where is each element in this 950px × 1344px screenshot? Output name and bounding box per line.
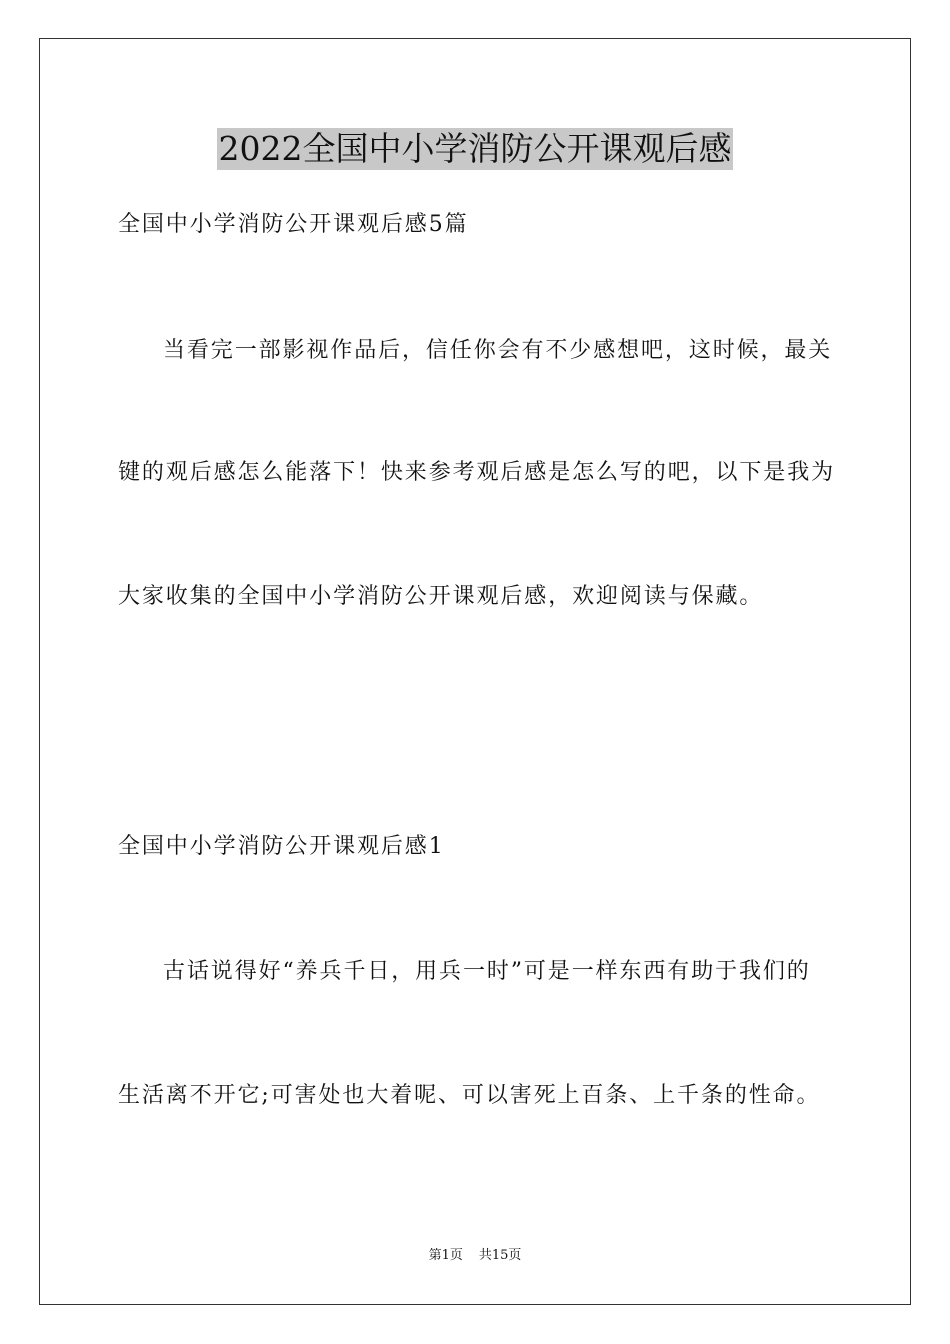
section-line-2: 生活离不开它;可害处也大着呢、可以害死上百条、上千条的性命。 [118, 1083, 821, 1108]
page-number-total: 共15页 [478, 1248, 522, 1263]
section-heading: 全国中小学消防公开课观后感1 [118, 834, 445, 859]
page-footer [0, 1247, 950, 1265]
document-subtitle: 全国中小学消防公开课观后感5篇 [118, 212, 469, 237]
title-container [0, 128, 950, 170]
section-line-1: 古话说得好“养兵千日，用兵一时”可是一样东西有助于我们的 [163, 959, 811, 984]
intro-line-3: 大家收集的全国中小学消防公开课观后感，欢迎阅读与保藏。 [118, 584, 764, 609]
page-number-current: 第1页 [428, 1248, 463, 1263]
intro-line-2: 键的观后感怎么能落下！快来参考观后感是怎么写的吧，以下是我为 [118, 460, 836, 485]
page-title: 2022全国中小学消防公开课观后感 [218, 129, 732, 168]
intro-line-1: 当看完一部影视作品后，信任你会有不少感想吧，这时候，最关 [163, 338, 833, 363]
